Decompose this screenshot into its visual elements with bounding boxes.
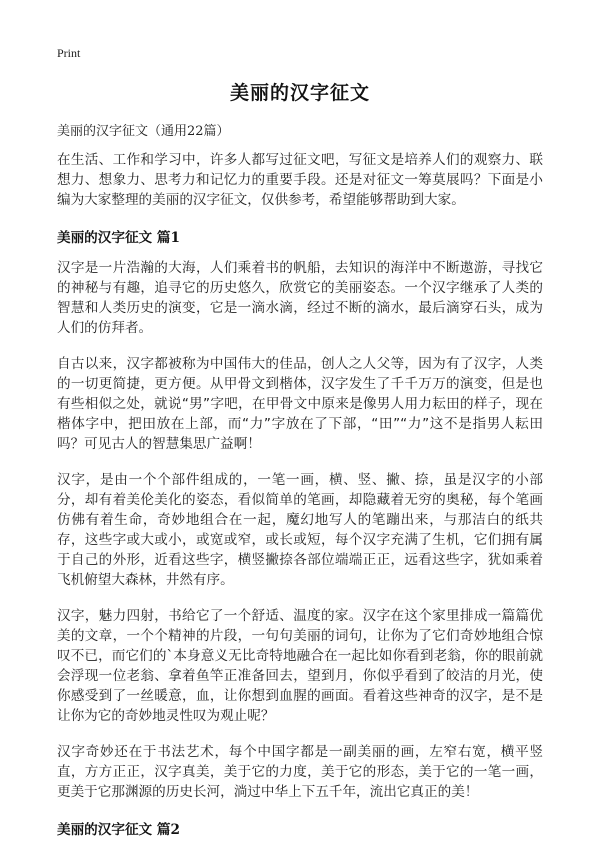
- paragraph: 汉字是一片浩瀚的大海，人们乘着书的帆船，去知识的海洋中不断遨游，寻找它的神秘与有趣，追寻它的历史悠久，欣赏它的美丽姿态。一个汉字继承了人类的智慧和人类历史的演变，它是一滴水滴，经过不断的滴水，最后滴穿石头，成为人们的仿拜者。: [57, 260, 543, 336]
- document-subtitle: 美丽的汉字征文（通用22篇）: [57, 124, 230, 139]
- paragraph: 汉字，是由一个个部件组成的，一笔一画，横、竖、撇、捺，虽是汉字的小部分，却有着美伦美化的姿态，看似简单的笔画，却隐藏着无穷的奥秘，每个笔画仿佛有着生命，奇妙地组合在一起，魔幻地写人的笔蹦出来，与那洁白的纸共存，这些字或大或小，或宽或窄，或长或短，每个汉字充满了生机，它们拥有属于自己的外形，近看这些字，横竖撇捺各部位端端正正，远看这些字，犹如乘着飞机俯望大森林，井然有序。: [57, 472, 543, 588]
- document-content: [57, 150, 543, 850]
- print-link[interactable]: Print: [57, 46, 81, 60]
- section-heading-1: 美丽的汉字征文 篇1: [57, 230, 180, 246]
- paragraph: 自古以来，汉字都被称为中国伟大的佳品，创人之人父等，因为有了汉字，人类的一切更简捷，更方便。从甲骨文到楷体，汉字发生了千千万万的演变，但是也有些相似之处，就说“男”字吧，在甲骨文中原来是像男人用力耘田的样子，现在楷体字中，把田放在上部，而“力”字放在了下部，“田”“力”这不是指男人耘田吗？可见古人的智慧集思广益啊！: [57, 356, 543, 452]
- paragraph: 汉字奇妙还在于书法艺术，每个中国字都是一副美丽的画，左窄右宽，横平竖直，方方正正，汉字真美，美于它的力度，美于它的形态，美于它的一笔一画，更美于它那渊源的历史长河，淌过中华上下五千年，流出它真正的美！: [57, 744, 543, 800]
- paragraph: 汉字，魅力四射，书给它了一个舒适、温度的家。汉字在这个家里排成一篇篇优美的文章，一个个精神的片段，一句句美丽的词句，让你为了它们奇妙地组合惊叹不已，而它们的`本身意义无比奇特地融合在一起比如你看到老翁，你的眼前就会浮现一位老翁、拿着鱼竿正准备回去，望到月，你似乎看到了皎洁的月光，使你感受到了一丝暖意，血，让你想到血腥的画面。看着这些神奇的汉字，是不是让你为它的奇妙地灵性叹为观止呢？: [57, 608, 543, 724]
- section-heading-2: 美丽的汉字征文 篇2: [57, 822, 180, 838]
- document-title: 美丽的汉字征文: [229, 82, 370, 104]
- intro-paragraph: 在生活、工作和学习中，许多人都写过征文吧，写征文是培养人们的观察力、联想力、想象力、思考力和记忆力的重要手段。还是对征文一筹莫展吗？下面是小编为大家整理的美丽的汉字征文，仅供参考，希望能够帮助到大家。: [57, 152, 543, 208]
